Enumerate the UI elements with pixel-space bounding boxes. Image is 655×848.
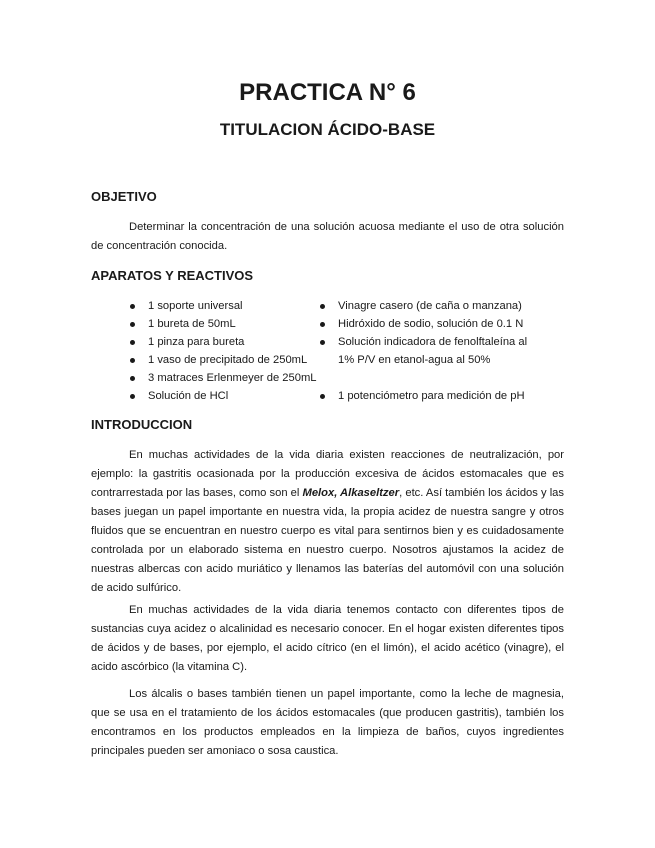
list-item: 1 bureta de 50mL <box>130 315 317 333</box>
list-item: Solución indicadora de fenolftaleína al <box>320 333 527 351</box>
bullet-icon <box>130 358 135 363</box>
brand-names: Melox, Alkaseltzer <box>302 487 400 499</box>
section-heading-objetivo: OBJETIVO <box>91 189 157 204</box>
intro-paragraph-3: Los álcalis o bases también tienen un papel importante, como la leche de magnesia, que se usa en el tratamiento de los ácidos estomacales (que producen gastritis), también los encontramos en los productos empleados en la limpieza de baños, cuyos ingredientes principales pueden ser amoniaco o sosa caustica. <box>91 688 564 757</box>
objetivo-text: Determinar la concentración de una solución acuosa mediante el uso de otra solución de concentración conocida. <box>91 221 564 252</box>
list-item-continuation: 1% P/V en etanol-agua al 50% <box>338 354 491 366</box>
bullet-icon <box>130 322 135 327</box>
aparatos-list-left <box>130 297 317 405</box>
aparatos-list-right <box>320 297 527 405</box>
intro-paragraph-2: En muchas actividades de la vida diaria tenemos contacto con diferentes tipos de sustancias cuya acidez o alcalinidad es necesario conocer. En el hogar existen diferentes tipos de ácidos y de bases, por ejemplo, el acido cítrico (en el limón), el acido acético (vinagre), el acido ascórbico (la vitamina C). <box>91 604 564 673</box>
intro-paragraph-1: En muchas actividades de la vida diaria existen reacciones de neutralización, por ejemplo: la gastritis ocasionada por la producción excesiva de ácidos estomacales que es contrarrestada por las bases, como son el Melox, Alkaseltzer, etc. Así también los ácidos y las bases juegan un papel importante en nuestra vida, la propia acidez de nuestra sangre y otros fluidos que se encuentran en nuestro cuerpo es vital para sentirnos bien y es cuidadosamente controlada por un elaborado sistema en nuestro cuerpo. Nosotros ajustamos la acidez de nuestras albercas con acido muriático y llenamos las baterías del automóvil con una solución de acido sulfúrico. <box>91 449 564 594</box>
list-item: Vinagre casero (de caña o manzana) <box>320 297 527 315</box>
bullet-icon <box>320 322 325 327</box>
list-item: Solución de HCl <box>130 387 317 405</box>
list-item: 3 matraces Erlenmeyer de 250mL <box>130 369 317 387</box>
section-heading-aparatos: APARATOS Y REACTIVOS <box>91 268 254 283</box>
section-heading-introduccion: INTRODUCCION <box>91 417 193 432</box>
list-item: Hidróxido de sodio, solución de 0.1 N <box>320 315 527 333</box>
list-item: 1 vaso de precipitado de 250mL <box>130 351 317 369</box>
list-item: 1 soporte universal <box>130 297 317 315</box>
bullet-icon <box>130 340 135 345</box>
objetivo-paragraph <box>91 218 564 256</box>
list-item: 1 pinza para bureta <box>130 333 317 351</box>
page-subtitle: TITULACION ÁCIDO-BASE <box>219 120 436 139</box>
list-item: 1 potenciómetro para medición de pH <box>320 387 527 405</box>
bullet-icon <box>130 304 135 309</box>
bullet-icon <box>130 394 135 399</box>
bullet-icon <box>130 376 135 381</box>
bullet-icon <box>320 304 325 309</box>
page-title: PRACTICA N° 6 <box>239 79 416 106</box>
bullet-icon <box>320 340 325 345</box>
bullet-icon <box>320 394 325 399</box>
